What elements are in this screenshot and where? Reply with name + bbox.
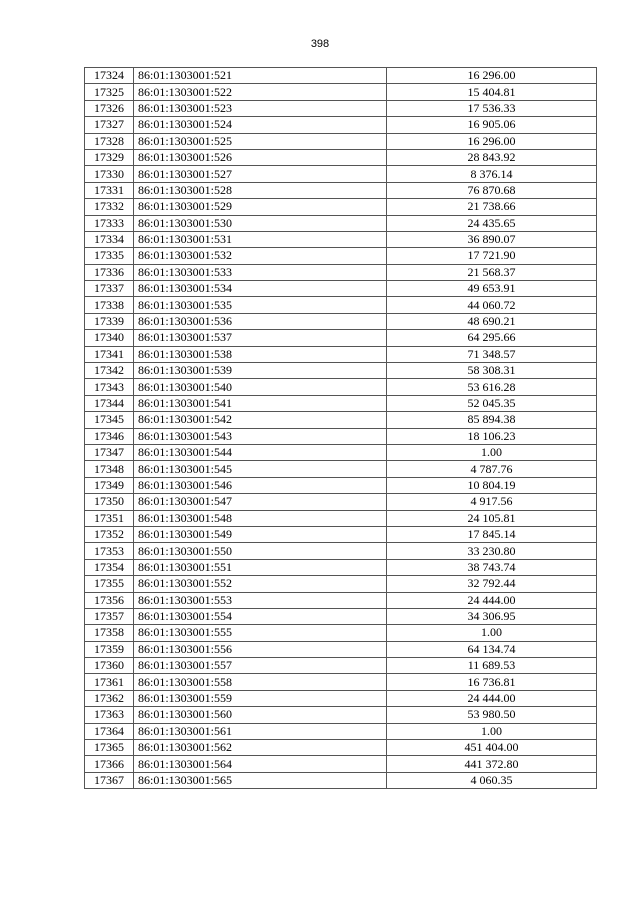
table-row <box>85 281 597 297</box>
value-cell: 52 045.35 <box>387 395 597 411</box>
row-number-cell: 17327 <box>85 117 134 133</box>
value-cell: 21 568.37 <box>387 264 597 280</box>
row-number-cell: 17342 <box>85 363 134 379</box>
row-number-cell: 17348 <box>85 461 134 477</box>
row-number-cell: 17332 <box>85 199 134 215</box>
row-number-cell: 17362 <box>85 690 134 706</box>
value-cell: 1.00 <box>387 444 597 460</box>
row-number-cell: 17346 <box>85 428 134 444</box>
cadastral-number-cell: 86:01:1303001:535 <box>134 297 387 313</box>
table-row <box>85 608 597 624</box>
cadastral-number-cell: 86:01:1303001:529 <box>134 199 387 215</box>
table-row <box>85 215 597 231</box>
cadastral-number-cell: 86:01:1303001:522 <box>134 84 387 100</box>
row-number-cell: 17361 <box>85 674 134 690</box>
cadastral-number-cell: 86:01:1303001:531 <box>134 231 387 247</box>
cadastral-number-cell: 86:01:1303001:564 <box>134 756 387 772</box>
table-row <box>85 494 597 510</box>
table-row <box>85 133 597 149</box>
row-number-cell: 17330 <box>85 166 134 182</box>
value-cell: 49 653.91 <box>387 281 597 297</box>
cadastral-number-cell: 86:01:1303001:549 <box>134 526 387 542</box>
row-number-cell: 17335 <box>85 248 134 264</box>
value-cell: 76 870.68 <box>387 182 597 198</box>
row-number-cell: 17333 <box>85 215 134 231</box>
cadastral-value-table <box>84 67 597 789</box>
cadastral-number-cell: 86:01:1303001:550 <box>134 543 387 559</box>
row-number-cell: 17358 <box>85 625 134 641</box>
table-row <box>85 264 597 280</box>
row-number-cell: 17355 <box>85 576 134 592</box>
cadastral-number-cell: 86:01:1303001:540 <box>134 379 387 395</box>
cadastral-number-cell: 86:01:1303001:536 <box>134 313 387 329</box>
value-cell: 34 306.95 <box>387 608 597 624</box>
cadastral-number-cell: 86:01:1303001:547 <box>134 494 387 510</box>
table-row <box>85 84 597 100</box>
row-number-cell: 17328 <box>85 133 134 149</box>
cadastral-number-cell: 86:01:1303001:544 <box>134 444 387 460</box>
cadastral-number-cell: 86:01:1303001:541 <box>134 395 387 411</box>
table-row <box>85 658 597 674</box>
table-row <box>85 674 597 690</box>
table-row <box>85 379 597 395</box>
row-number-cell: 17326 <box>85 100 134 116</box>
table-row <box>85 330 597 346</box>
value-cell: 10 804.19 <box>387 477 597 493</box>
row-number-cell: 17339 <box>85 313 134 329</box>
value-cell: 58 308.31 <box>387 363 597 379</box>
cadastral-number-cell: 86:01:1303001:562 <box>134 740 387 756</box>
table-row <box>85 625 597 641</box>
row-number-cell: 17338 <box>85 297 134 313</box>
value-cell: 15 404.81 <box>387 84 597 100</box>
table-row <box>85 68 597 84</box>
cadastral-number-cell: 86:01:1303001:528 <box>134 182 387 198</box>
value-cell: 32 792.44 <box>387 576 597 592</box>
value-cell: 33 230.80 <box>387 543 597 559</box>
cadastral-number-cell: 86:01:1303001:557 <box>134 658 387 674</box>
value-cell: 4 917.56 <box>387 494 597 510</box>
value-cell: 53 980.50 <box>387 707 597 723</box>
value-cell: 36 890.07 <box>387 231 597 247</box>
table-row <box>85 149 597 165</box>
table-row <box>85 117 597 133</box>
value-cell: 1.00 <box>387 625 597 641</box>
value-cell: 38 743.74 <box>387 559 597 575</box>
table-row <box>85 576 597 592</box>
value-cell: 17 721.90 <box>387 248 597 264</box>
cadastral-number-cell: 86:01:1303001:530 <box>134 215 387 231</box>
table-row <box>85 477 597 493</box>
value-cell: 85 894.38 <box>387 412 597 428</box>
value-cell: 24 444.00 <box>387 592 597 608</box>
table-row <box>85 346 597 362</box>
table-row <box>85 592 597 608</box>
value-cell: 28 843.92 <box>387 149 597 165</box>
value-cell: 48 690.21 <box>387 313 597 329</box>
row-number-cell: 17331 <box>85 182 134 198</box>
cadastral-number-cell: 86:01:1303001:527 <box>134 166 387 182</box>
row-number-cell: 17364 <box>85 723 134 739</box>
table-row <box>85 756 597 772</box>
cadastral-number-cell: 86:01:1303001:524 <box>134 117 387 133</box>
cadastral-number-cell: 86:01:1303001:537 <box>134 330 387 346</box>
cadastral-number-cell: 86:01:1303001:545 <box>134 461 387 477</box>
value-cell: 4 060.35 <box>387 772 597 788</box>
value-cell: 64 295.66 <box>387 330 597 346</box>
table-row <box>85 740 597 756</box>
row-number-cell: 17349 <box>85 477 134 493</box>
value-cell: 451 404.00 <box>387 740 597 756</box>
table-row <box>85 641 597 657</box>
value-cell: 21 738.66 <box>387 199 597 215</box>
table-row <box>85 182 597 198</box>
table-row <box>85 297 597 313</box>
value-cell: 16 296.00 <box>387 68 597 84</box>
row-number-cell: 17354 <box>85 559 134 575</box>
cadastral-number-cell: 86:01:1303001:559 <box>134 690 387 706</box>
row-number-cell: 17367 <box>85 772 134 788</box>
table-row <box>85 412 597 428</box>
row-number-cell: 17344 <box>85 395 134 411</box>
row-number-cell: 17334 <box>85 231 134 247</box>
cadastral-number-cell: 86:01:1303001:542 <box>134 412 387 428</box>
cadastral-number-cell: 86:01:1303001:543 <box>134 428 387 444</box>
cadastral-number-cell: 86:01:1303001:558 <box>134 674 387 690</box>
value-cell: 16 736.81 <box>387 674 597 690</box>
value-cell: 441 372.80 <box>387 756 597 772</box>
value-cell: 24 444.00 <box>387 690 597 706</box>
cadastral-number-cell: 86:01:1303001:551 <box>134 559 387 575</box>
row-number-cell: 17350 <box>85 494 134 510</box>
row-number-cell: 17343 <box>85 379 134 395</box>
value-cell: 4 787.76 <box>387 461 597 477</box>
row-number-cell: 17351 <box>85 510 134 526</box>
table-row <box>85 395 597 411</box>
table-row <box>85 707 597 723</box>
cadastral-number-cell: 86:01:1303001:552 <box>134 576 387 592</box>
value-cell: 11 689.53 <box>387 658 597 674</box>
row-number-cell: 17352 <box>85 526 134 542</box>
cadastral-number-cell: 86:01:1303001:534 <box>134 281 387 297</box>
value-cell: 71 348.57 <box>387 346 597 362</box>
value-cell: 18 106.23 <box>387 428 597 444</box>
value-cell: 17 536.33 <box>387 100 597 116</box>
cadastral-number-cell: 86:01:1303001:554 <box>134 608 387 624</box>
value-cell: 16 905.06 <box>387 117 597 133</box>
value-cell: 24 105.81 <box>387 510 597 526</box>
cadastral-number-cell: 86:01:1303001:525 <box>134 133 387 149</box>
table-row <box>85 690 597 706</box>
cadastral-number-cell: 86:01:1303001:523 <box>134 100 387 116</box>
cadastral-number-cell: 86:01:1303001:546 <box>134 477 387 493</box>
row-number-cell: 17325 <box>85 84 134 100</box>
value-cell: 44 060.72 <box>387 297 597 313</box>
table-row <box>85 543 597 559</box>
table-row <box>85 248 597 264</box>
table-row <box>85 444 597 460</box>
table-row <box>85 526 597 542</box>
table-row <box>85 772 597 788</box>
cadastral-number-cell: 86:01:1303001:556 <box>134 641 387 657</box>
table-row <box>85 100 597 116</box>
table-row <box>85 723 597 739</box>
row-number-cell: 17329 <box>85 149 134 165</box>
cadastral-number-cell: 86:01:1303001:565 <box>134 772 387 788</box>
row-number-cell: 17359 <box>85 641 134 657</box>
row-number-cell: 17366 <box>85 756 134 772</box>
table-body <box>85 68 597 789</box>
cadastral-number-cell: 86:01:1303001:526 <box>134 149 387 165</box>
value-cell: 8 376.14 <box>387 166 597 182</box>
row-number-cell: 17341 <box>85 346 134 362</box>
row-number-cell: 17324 <box>85 68 134 84</box>
row-number-cell: 17347 <box>85 444 134 460</box>
cadastral-number-cell: 86:01:1303001:521 <box>134 68 387 84</box>
cadastral-number-cell: 86:01:1303001:532 <box>134 248 387 264</box>
cadastral-number-cell: 86:01:1303001:538 <box>134 346 387 362</box>
table-row <box>85 559 597 575</box>
table-row <box>85 231 597 247</box>
row-number-cell: 17353 <box>85 543 134 559</box>
value-cell: 16 296.00 <box>387 133 597 149</box>
table-row <box>85 313 597 329</box>
cadastral-number-cell: 86:01:1303001:560 <box>134 707 387 723</box>
row-number-cell: 17337 <box>85 281 134 297</box>
cadastral-number-cell: 86:01:1303001:553 <box>134 592 387 608</box>
cadastral-number-cell: 86:01:1303001:555 <box>134 625 387 641</box>
row-number-cell: 17363 <box>85 707 134 723</box>
cadastral-number-cell: 86:01:1303001:548 <box>134 510 387 526</box>
value-cell: 53 616.28 <box>387 379 597 395</box>
row-number-cell: 17345 <box>85 412 134 428</box>
table-row <box>85 510 597 526</box>
table-row <box>85 363 597 379</box>
value-cell: 17 845.14 <box>387 526 597 542</box>
cadastral-number-cell: 86:01:1303001:533 <box>134 264 387 280</box>
table-row <box>85 166 597 182</box>
table-row <box>85 461 597 477</box>
row-number-cell: 17356 <box>85 592 134 608</box>
cadastral-number-cell: 86:01:1303001:561 <box>134 723 387 739</box>
value-cell: 64 134.74 <box>387 641 597 657</box>
row-number-cell: 17336 <box>85 264 134 280</box>
cadastral-number-cell: 86:01:1303001:539 <box>134 363 387 379</box>
row-number-cell: 17360 <box>85 658 134 674</box>
table-row <box>85 428 597 444</box>
table-row <box>85 199 597 215</box>
row-number-cell: 17340 <box>85 330 134 346</box>
row-number-cell: 17365 <box>85 740 134 756</box>
value-cell: 24 435.65 <box>387 215 597 231</box>
page-number: 398 <box>310 38 330 50</box>
value-cell: 1.00 <box>387 723 597 739</box>
row-number-cell: 17357 <box>85 608 134 624</box>
